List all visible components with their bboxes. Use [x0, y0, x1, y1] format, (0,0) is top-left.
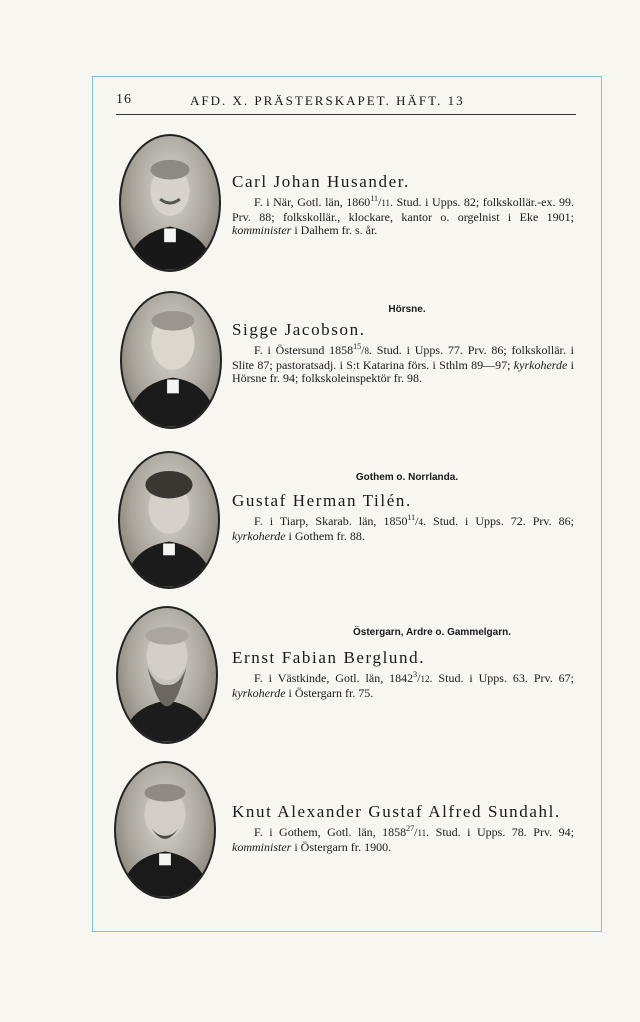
- person-name: Knut Alexander Gustaf Alfred Sundahl.: [232, 802, 561, 821]
- bio-title-italic: komminister: [232, 839, 292, 854]
- portrait-figure-icon: [121, 136, 219, 270]
- portrait-photo: [119, 134, 221, 272]
- bio-date-sub: 11: [417, 828, 427, 838]
- person-name: Sigge Jacobson.: [232, 320, 366, 339]
- biography-text: F. i När, Gotl. län, 1860$^{11}$/11. Stud. i Upps. 82; folkskollär.-ex. 99. Prv. 88; folkskollär., klockare, kantor o. orgelnist i Eke 1901; komminister i Dalhem fr. s. år.: [232, 194, 574, 237]
- portrait-figure-icon: [120, 453, 218, 587]
- bio-date-superscript: 27: [406, 824, 415, 833]
- person-name: Carl Johan Husander.: [232, 172, 410, 191]
- bio-part: i Gothem fr. 88.: [285, 528, 365, 543]
- page-number: 16: [116, 92, 132, 107]
- bio-date-superscript: 11: [407, 513, 416, 522]
- bio-title-italic: kyrkoherde: [232, 685, 286, 700]
- running-header: [116, 92, 576, 115]
- bio-date-sub: 8: [364, 346, 369, 356]
- bio-date-superscript: 15: [353, 342, 362, 351]
- portrait-photo: [120, 291, 222, 429]
- parish-heading: Hörsne.: [388, 304, 426, 315]
- bio-date-superscript: 11: [370, 194, 379, 203]
- bio-part: F. i Västkinde, Gotl. län, 1842: [254, 671, 414, 685]
- biography-text: F. i Östersund 1858$^{15}$/8. Stud. i Upps. 77. Prv. 86; folkskollär. i Slite 87; pastoratsadj. i S:t Katarina förs. i Sthlm 89—97; kyrkoherde i Hörsne fr. 94; folkskoleinspektör fr. 98.: [232, 342, 574, 385]
- bio-date-sub: 12: [420, 674, 430, 684]
- bio-part: i Dalhem fr. s. år.: [291, 223, 378, 237]
- bio-title-italic: komminister: [232, 223, 292, 237]
- bio-part: F. i När, Gotl. län, 1860: [254, 195, 371, 209]
- bio-title-italic: kyrkoherde: [232, 528, 286, 543]
- portrait-figure-icon: [118, 608, 216, 742]
- bio-part: i Östergarn fr. 75.: [285, 685, 374, 700]
- biography-text: F. i Tiarp, Skarab. län, 1850$^{11}$/4. Stud. i Upps. 72. Prv. 86; kyrkoherde i Gothem fr. 88.: [232, 513, 574, 543]
- biography-text: F. i Gothem, Gotl. län, 1858$^{27}$/11. Stud. i Upps. 78. Prv. 94; komminister i Östergarn fr. 1900.: [232, 824, 575, 854]
- portrait-figure-icon: [122, 293, 220, 427]
- parish-heading: Östergarn, Ardre o. Gammelgarn.: [352, 627, 511, 638]
- portrait-photo: [116, 606, 218, 744]
- running-title: AFD. X. PRÄSTERSKAPET. HÄFT. 13: [190, 93, 465, 108]
- bio-part: i Hörsne fr. 94; folkskoleinspektör fr. 98.: [232, 357, 574, 385]
- portrait-photo: [118, 451, 220, 589]
- bio-part: F. i Östersund 1858: [254, 343, 354, 357]
- person-name: Ernst Fabian Berglund.: [232, 648, 426, 667]
- bio-part: F. i Tiarp, Skarab. län, 1850: [254, 514, 408, 528]
- bio-title-italic: kyrkoherde: [513, 357, 568, 372]
- bio-date-superscript: 3: [413, 670, 418, 679]
- person-name: Gustaf Herman Tilén.: [232, 491, 412, 510]
- bio-date-sub: 4: [418, 517, 423, 527]
- portrait-figure-icon: [116, 763, 214, 897]
- bio-part: F. i Gothem, Gotl. län, 1858: [254, 825, 407, 839]
- bio-date-sub: 11: [381, 198, 391, 208]
- bio-part: i Östergarn fr. 1900.: [291, 839, 392, 854]
- portrait-photo: [114, 761, 216, 899]
- biography-text: F. i Västkinde, Gotl. län, 1842$^3$/12. Stud. i Upps. 63. Prv. 67; kyrkoherde i Östergarn fr. 75.: [232, 670, 575, 700]
- parish-heading: Gothem o. Norrlanda.: [355, 472, 459, 483]
